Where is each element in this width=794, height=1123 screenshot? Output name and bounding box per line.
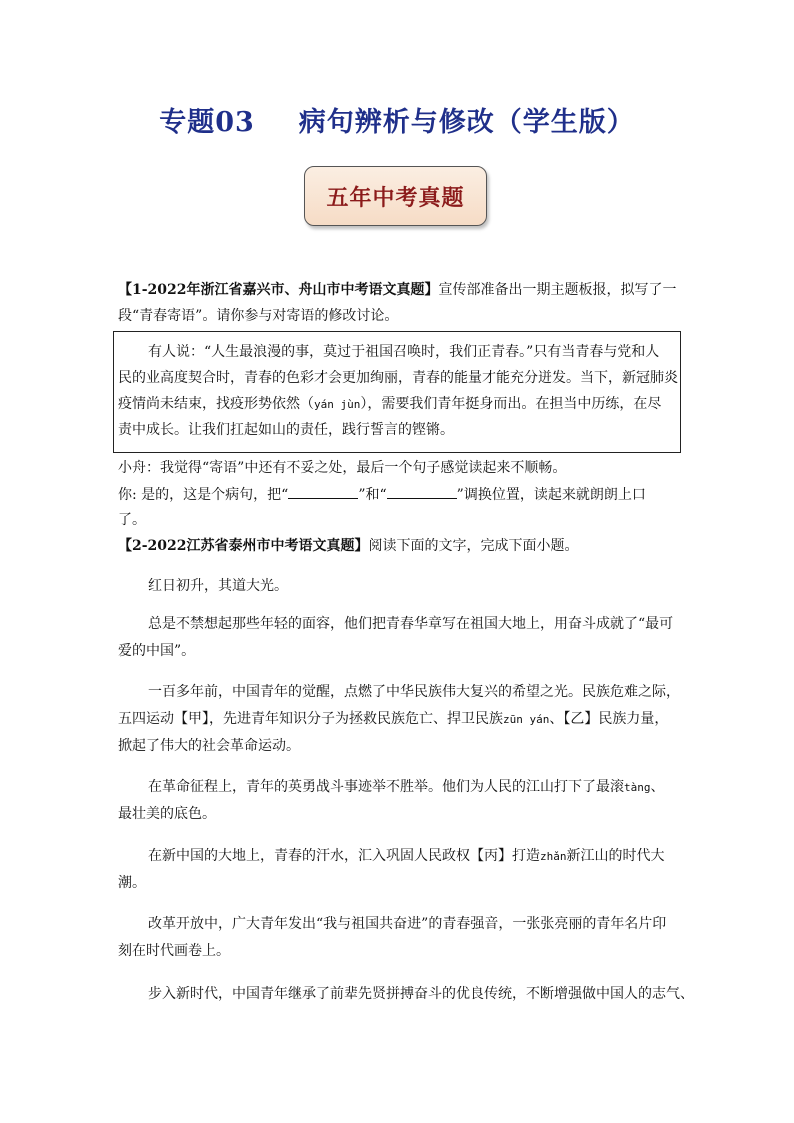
box-line-1: 有人说：“人生最浪漫的事，莫过于祖国召唤时，我们正青春。”只有当青春与党和人	[148, 344, 660, 360]
pinyin-zunyan: zūn yán	[503, 713, 550, 726]
title-number: 专题03	[159, 107, 255, 138]
q2-intro	[118, 536, 579, 556]
q2-p3-line2	[118, 709, 668, 730]
dialog-answer	[118, 484, 646, 505]
p5-text-a: 在新中国的大地上，青春的汗水，汇入巩固人民政权【丙】打造	[148, 848, 540, 864]
q2-p6-line1: 改革开放中，广大青年发出“我与祖国共奋进”的青春强音，一张张亮丽的青年名片印	[148, 916, 667, 932]
p4-text-b: 、	[650, 779, 665, 795]
answer-part-c: ”调换位置，读起来就朗朗上口	[456, 487, 646, 503]
q2-p6-line2: 刻在时代画卷上。	[118, 943, 230, 959]
q2-p3-line3: 掀起了伟大的社会革命运动。	[118, 738, 300, 754]
dialog-answer-line2: 了。	[118, 512, 146, 528]
badge-label: 五年中考真题	[326, 184, 465, 211]
q2-p4-line1	[148, 777, 665, 798]
q2-p5-line2: 潮。	[118, 875, 146, 891]
answer-part-b: ”和“	[358, 487, 387, 503]
answer-blank-2[interactable]	[387, 484, 457, 499]
box-line-3	[118, 394, 661, 415]
dialog-xiaozhou: 小舟：我觉得“寄语”中还有不妥之处，最后一个句子感觉读起来不顺畅。	[118, 460, 567, 476]
q2-intro-text: 阅读下面的文字，完成下面小题。	[368, 538, 579, 554]
q2-p5-line1	[148, 846, 665, 867]
p3-text-a: 五四运动【甲】，先进青年知识分子为拯救民族危亡、捍卫民族	[118, 711, 503, 727]
p5-text-b: 新江山的时代大	[566, 848, 665, 864]
answer-blank-1[interactable]	[288, 484, 358, 499]
q1-intro-line2: 段“青春寄语”。请你参与对寄语的修改讨论。	[118, 308, 399, 324]
p3-text-b: 、【乙】民族力量，	[549, 711, 669, 727]
q2-p4-line2: 最壮美的底色。	[118, 806, 216, 822]
q2-p2-line1: 总是不禁想起那些年轻的面容，他们把青春华章写在祖国大地上，用奋斗成就了“最可	[148, 616, 674, 632]
pinyin-tang: tàng	[624, 781, 651, 794]
q1-source: 【1-2022年浙江省嘉兴市、舟山市中考语文真题】	[118, 282, 439, 298]
box-line-2: 民的业高度契合时，青春的色彩才会更加绚丽，青春的能量才能充分迸发。当下，新冠肺炎	[118, 370, 678, 386]
page-title	[0, 100, 794, 139]
box-line-3b: ），需要我们青年挺身而出。在担当中历练，在尽	[360, 396, 662, 412]
q2-p1: 红日初升，其道大光。	[148, 578, 288, 594]
q1-intro	[118, 280, 677, 300]
title-text: 病句辨析与修改（学生版）	[298, 107, 635, 138]
q2-p7-line1: 步入新时代，中国青年继承了前辈先贤拼搏奋斗的优良传统，不断增强做中国人的志气、	[148, 986, 694, 1002]
q1-intro-text: 宣传部准备出一期主题板报，拟写了一	[438, 282, 677, 298]
pinyin-zhan: zhǎn	[540, 850, 567, 863]
answer-part-a: 你: 是的，这是个病句，把“	[118, 487, 289, 503]
q2-source: 【2-2022江苏省泰州市中考语文真题】	[118, 538, 369, 554]
pinyin-yanjun: yán jùn	[314, 398, 361, 411]
q2-p2-line2: 爱的中国”。	[118, 643, 196, 659]
q2-p3-line1: 一百多年前，中国青年的觉醒，点燃了中华民族伟大复兴的希望之光。民族危难之际，	[148, 684, 680, 700]
box-line-4: 责中成长。让我们扛起如山的责任，践行誓言的铿锵。	[118, 422, 454, 438]
section-badge	[304, 166, 487, 226]
box-line-3a: 疫情尚未结束，找疫形势依然（	[118, 396, 314, 412]
p4-text-a: 在革命征程上，青年的英勇战斗事迹举不胜举。他们为人民的江山打下了最滚	[148, 779, 624, 795]
